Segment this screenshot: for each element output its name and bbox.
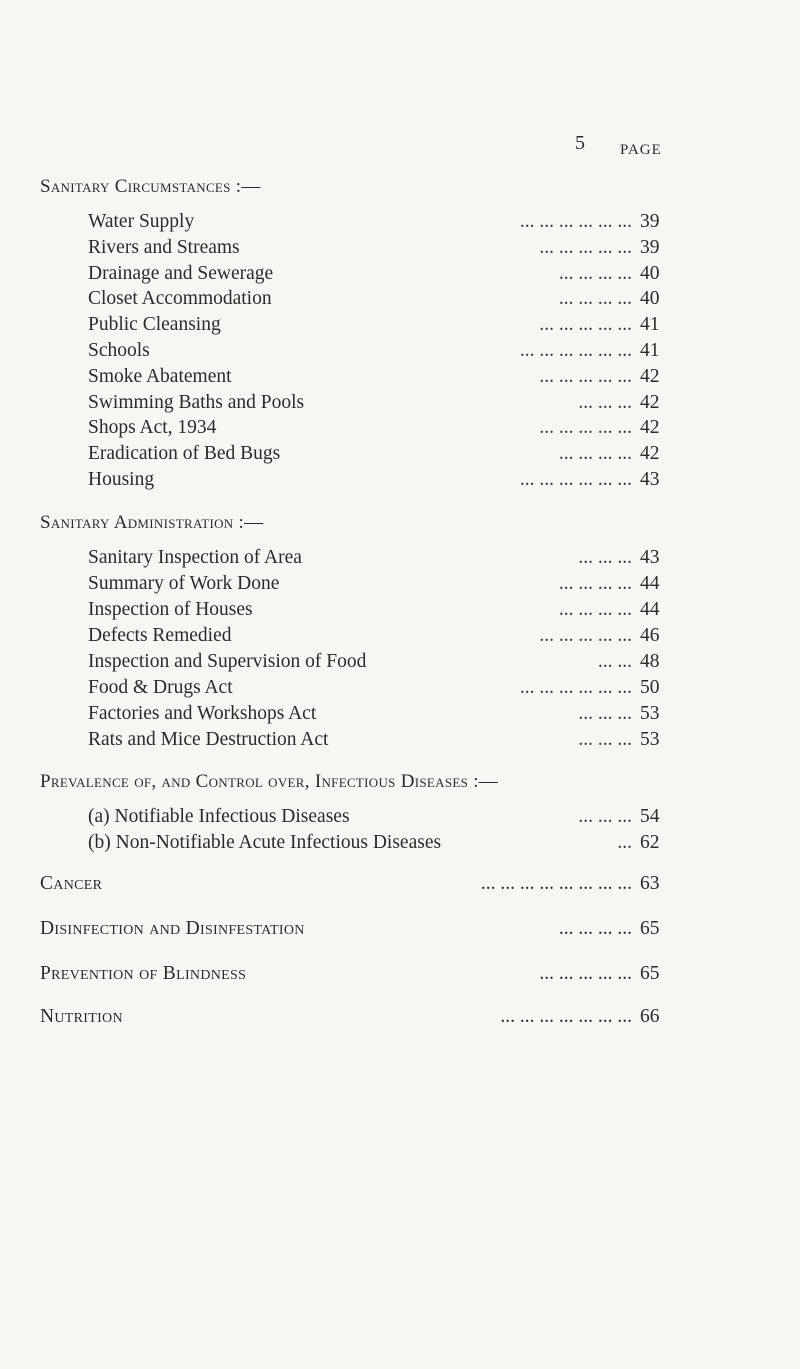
toc-entry — [88, 651, 680, 677]
toc-entry-label: Food & Drugs Act — [88, 677, 233, 698]
toc-top-entry-label: Cancer — [40, 873, 103, 894]
page-column-heading: PAGE — [620, 142, 662, 158]
toc-entry-label: Swimming Baths and Pools — [88, 391, 305, 413]
dot-leader: ... ... ... ... — [558, 443, 632, 465]
toc-top-entry — [40, 963, 680, 989]
toc-entry-label: (b) Non-Notifiable Acute Infectious Diseases — [88, 832, 442, 853]
dot-leader: ... ... ... — [578, 703, 632, 724]
dot-leader: ... ... ... ... ... ... — [519, 211, 632, 232]
dot-leader: ... ... ... ... ... — [539, 236, 632, 258]
toc-entry-label: Drainage and Sewerage — [88, 262, 274, 284]
toc-entry — [88, 599, 680, 625]
toc-entry — [88, 237, 680, 263]
toc-entry-page: 44 — [640, 599, 660, 620]
section-title-sanitary-circumstances: Sanitary Circumstances :— — [40, 176, 261, 197]
dot-leader: ... ... ... ... ... — [539, 365, 632, 387]
toc-entry — [88, 832, 680, 858]
toc-entry-page: 43 — [640, 469, 660, 490]
dot-leader: ... ... ... — [578, 547, 632, 568]
toc-entry-label: Smoke Abatement — [88, 365, 232, 387]
toc-entry — [88, 340, 680, 366]
dot-leader: ... ... ... — [578, 391, 632, 413]
dot-leader: ... ... ... ... ... ... ... — [500, 1006, 632, 1027]
toc-top-entry-page: 65 — [640, 963, 660, 984]
dot-leader: ... ... ... ... ... — [539, 625, 632, 646]
toc-entry — [88, 417, 680, 443]
toc-entry-page: 41 — [640, 314, 660, 336]
toc-entry-page: 46 — [640, 625, 660, 646]
toc-entry — [88, 677, 680, 703]
toc-entry — [88, 392, 680, 418]
toc-entry-label: Rats and Mice Destruction Act — [88, 729, 329, 750]
toc-entry-page: 39 — [640, 236, 660, 258]
toc-entry — [88, 314, 680, 340]
page-number: 5 — [575, 132, 586, 154]
toc-entry-label: Rivers and Streams — [88, 236, 240, 258]
toc-entry-page: 41 — [640, 340, 660, 361]
dot-leader: ... ... ... ... ... ... — [519, 469, 632, 490]
toc-entry-page: 54 — [640, 806, 660, 827]
toc-entry-page: 48 — [640, 651, 660, 672]
toc-entry-label: Inspection and Supervision of Food — [88, 651, 367, 672]
section-title-sanitary-administration: Sanitary Administration :— — [40, 512, 264, 533]
dot-leader: ... ... ... ... — [558, 288, 632, 310]
toc-entry-label: (a) Notifiable Infectious Diseases — [88, 806, 350, 827]
toc-entry-page: 42 — [640, 365, 660, 387]
section-title-infectious-diseases: Prevalence of, and Control over, Infectious Diseases :— — [40, 771, 499, 792]
toc-entry-label: Eradication of Bed Bugs — [88, 443, 281, 465]
toc-entry-page: 43 — [640, 547, 660, 568]
dot-leader: ... ... ... ... ... ... — [519, 677, 632, 698]
toc-entry — [88, 703, 680, 729]
toc-entry-label: Sanitary Inspection of Area — [88, 547, 302, 568]
toc-entry-page: 53 — [640, 729, 660, 750]
toc-entry-page: 42 — [640, 391, 660, 413]
dot-leader: ... ... ... — [578, 729, 632, 750]
toc-entry — [88, 729, 680, 755]
toc-entry-label: Closet Accommodation — [88, 288, 272, 310]
toc-entry-label: Housing — [88, 469, 155, 490]
dot-leader: ... ... ... ... ... ... — [519, 340, 632, 361]
toc-entry-label: Defects Remedied — [88, 625, 232, 646]
dot-leader: ... — [617, 832, 632, 853]
toc-top-entry — [40, 873, 680, 899]
dot-leader: ... ... ... ... ... — [539, 963, 632, 984]
toc-entry — [88, 211, 680, 237]
toc-entry-page: 39 — [640, 211, 660, 232]
dot-leader: ... ... ... — [578, 806, 632, 827]
toc-entry-label: Water Supply — [88, 211, 195, 232]
toc-top-entry-page: 66 — [640, 1006, 660, 1027]
toc-entry-page: 42 — [640, 443, 660, 465]
toc-top-entry-label: Nutrition — [40, 1006, 123, 1027]
toc-entry — [88, 366, 680, 392]
toc-entry-label: Public Cleansing — [88, 314, 221, 336]
toc-entry-label: Schools — [88, 340, 150, 361]
toc-entry — [88, 469, 680, 495]
toc-top-entry-page: 63 — [640, 873, 660, 894]
toc-top-entry — [40, 918, 680, 944]
toc-entry-label: Inspection of Houses — [88, 599, 253, 620]
toc-entry-label: Summary of Work Done — [88, 573, 280, 594]
toc-entry — [88, 625, 680, 651]
toc-entry-page: 53 — [640, 703, 660, 724]
toc-entry — [88, 573, 680, 599]
dot-leader: ... ... ... ... ... ... ... ... — [480, 873, 632, 894]
toc-entry-page: 44 — [640, 573, 660, 594]
toc-entry — [88, 288, 680, 314]
toc-top-entry-page: 65 — [640, 918, 660, 939]
toc-top-entry — [40, 1006, 680, 1032]
toc-entry-label: Factories and Workshops Act — [88, 703, 317, 724]
toc-entry-page: 42 — [640, 417, 660, 439]
dot-leader: ... ... ... ... ... — [539, 417, 632, 439]
toc-entry-page: 40 — [640, 288, 660, 310]
dot-leader: ... ... ... ... — [558, 573, 632, 594]
toc-entry — [88, 263, 680, 289]
toc-top-entry-label: Prevention of Blindness — [40, 963, 247, 984]
toc-top-entry-label: Disinfection and Disinfestation — [40, 918, 305, 939]
dot-leader: ... ... ... ... — [558, 599, 632, 620]
toc-entry-page: 40 — [640, 262, 660, 284]
toc-entry-page: 62 — [640, 832, 660, 853]
dot-leader: ... ... ... ... — [558, 918, 632, 939]
toc-entry — [88, 443, 680, 469]
toc-entry — [88, 547, 680, 573]
dot-leader: ... ... ... ... — [558, 262, 632, 284]
toc-entry — [88, 806, 680, 832]
toc-entry-page: 50 — [640, 677, 660, 698]
dot-leader: ... ... — [597, 651, 632, 672]
dot-leader: ... ... ... ... ... — [539, 314, 632, 336]
toc-entry-label: Shops Act, 1934 — [88, 417, 217, 439]
